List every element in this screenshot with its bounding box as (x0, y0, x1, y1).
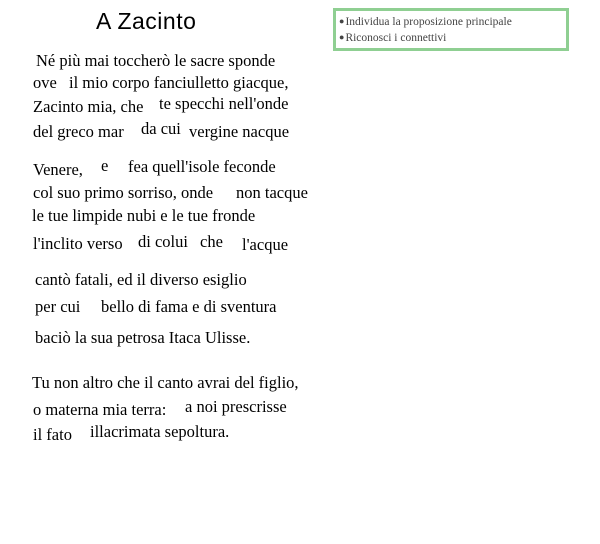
verse-line-6: col suo primo sorriso, onde (33, 183, 214, 202)
verse-line-13: o materna mia terra: (33, 400, 167, 419)
verse-line-9: cantò fatali, ed il diverso esiglio (35, 270, 247, 289)
verse-line-12: Tu non altro che il canto avrai del figlio, (32, 373, 299, 392)
instruction-item: ●Riconosci i connettivi (339, 31, 447, 44)
verse-line-10: bello di fama e di sventura (101, 297, 277, 316)
verse-line-14: il fato (33, 425, 72, 444)
verse-line-5: Venere, (33, 160, 83, 179)
verse-line-3: Zacinto mia, che (33, 97, 144, 116)
verse-line-8: l'acque (242, 235, 289, 254)
verse-line-5: e (101, 156, 109, 175)
verse-line-2: il mio corpo fanciulletto giacque, (69, 73, 289, 92)
bullet-icon: ● (339, 31, 345, 42)
instructions-box (333, 8, 569, 51)
verse-line-1: Né più mai toccherò le sacre sponde (36, 51, 276, 70)
verse-line-8: l'inclito verso (33, 234, 123, 253)
verse-line-13: a noi prescrisse (185, 397, 287, 416)
verse-line-4: da cui (141, 119, 181, 138)
verse-line-4: vergine nacque (189, 122, 290, 141)
verse-line-8: di colui (138, 232, 188, 251)
verse-line-4: del greco mar (33, 122, 124, 141)
verse-line-14: illacrimata sepoltura. (90, 422, 230, 441)
verse-line-5: fea quell'isole feconde (128, 157, 276, 176)
verse-line-2: ove (33, 73, 57, 92)
verse-line-10: per cui (35, 297, 81, 316)
bullet-icon: ● (339, 16, 345, 26)
verse-line-6: non tacque (236, 183, 308, 202)
verse-line-8: che (200, 232, 223, 251)
instruction-item: ●Individua la proposizione principale (339, 16, 512, 28)
verse-line-7: le tue limpide nubi e le tue fronde (32, 206, 256, 225)
verse-line-3: te specchi nell'onde (159, 94, 289, 113)
verse-line-11: baciò la sua petrosa Itaca Ulisse. (35, 328, 251, 347)
poem-title: A Zacinto (96, 8, 197, 34)
